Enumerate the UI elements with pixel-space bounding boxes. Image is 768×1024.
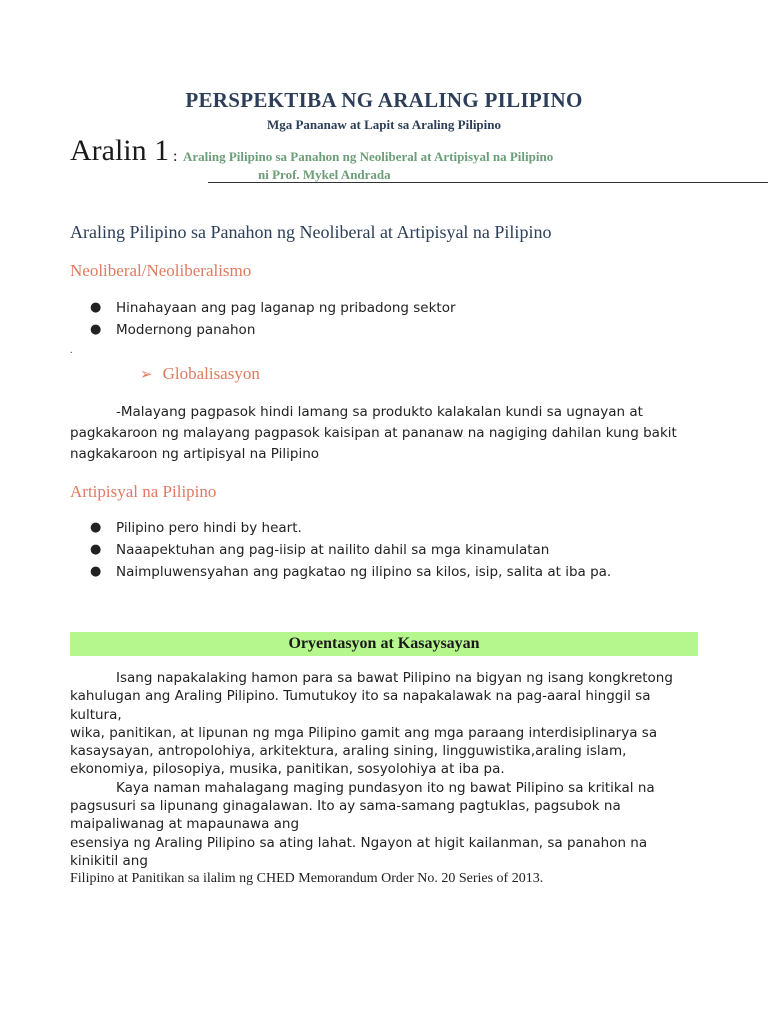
lesson-colon: : (173, 148, 178, 165)
document-subtitle: Mga Pananaw at Lapit sa Araling Pilipino (266, 117, 502, 132)
globalisasyon-heading: ➢ Globalisasyon (140, 364, 260, 383)
artipisyal-list (90, 517, 611, 583)
neoliberal-list (90, 297, 456, 341)
oryentasyon-paragraph: Isang napakalaking hamon para sa bawat Pilipino na bigyan ng isang kongkretong kahulugan ang Araling Pilipino. Tumutukoy ito sa napakalawak na pag-aaral hinggil sa kultura, wika, panitikan, at lipunan ng mga Pilipino gamit ang mga paraang interdisiplinarya sa kasaysayan, antropolohiya, arkitektura, araling sining, lingguwistika,araling islam, ekonomiya, pilosopiya, musika, panitikan, sosyolohiya at iba pa. Kaya naman mahalagang maging pundasyon ito ng bawat Pilipino sa kritikal na pagsusuri sa lipunang ginagalawan. Ito ay sama-samang pagtuklas, pagsubok na maipaliwanag at mapaunawa ang esensiya ng Araling Pilipino sa ating lahat. Ngayon at higit kailanman, sa panahon na kinikitil ang Filipino at Panitikan sa ilalim ng CHED Memorandum Order No. 20 Series of 2013. (70, 670, 673, 887)
bullet-icon: ● (90, 542, 102, 557)
list-item: ● Naaapektuhan ang pag-iisip at nailito dahil sa mga kinamulatan (90, 539, 611, 561)
document-title: PERSPEKTIBA NG ARALING PILIPINO (185, 88, 583, 112)
bullet-icon: ● (90, 564, 102, 579)
neoliberal-heading: Neoliberal/Neoliberalismo (70, 261, 252, 280)
globalisasyon-paragraph: -Malayang pagpasok hindi lamang sa produkto kalakalan kundi sa ugnayan at pagkakaroon ng malayang pagpasok kaisipan at pananaw na nagiging dahilan kung bakit nagkakaroon ng artipisyal na Pilipino (70, 404, 677, 462)
list-item: ● Hinahayaan ang pag laganap ng pribadong sektor (90, 297, 456, 319)
list-item: ● Pilipino pero hindi by heart. (90, 517, 611, 539)
bullet-icon: ● (90, 520, 102, 535)
bullet-icon: ● (90, 322, 102, 337)
list-item: ● Modernong panahon (90, 319, 456, 341)
oryentasyon-banner: Oryentasyon at Kasaysayan (70, 632, 698, 656)
lesson-author: ni Prof. Mykel Andrada (258, 167, 391, 182)
lesson-header (70, 134, 710, 184)
bullet-icon: ● (90, 300, 102, 315)
lesson-title: Araling Pilipino sa Panahon ng Neoliberal at Artipisyal na Pilipino (183, 149, 554, 164)
list-item: ● Naimpluwensyahan ang pagkatao ng ilipino sa kilos, isip, salita at iba pa. (90, 561, 611, 583)
arrow-bullet-icon: ➢ (140, 365, 153, 383)
lesson-underline (208, 182, 768, 183)
artipisyal-heading: Artipisyal na Pilipino (70, 482, 217, 501)
lesson-label: Aralin 1 (70, 134, 170, 167)
section-heading: Araling Pilipino sa Panahon ng Neoliberal at Artipisyal na Pilipino (70, 222, 552, 242)
stray-mark: . (70, 345, 73, 356)
